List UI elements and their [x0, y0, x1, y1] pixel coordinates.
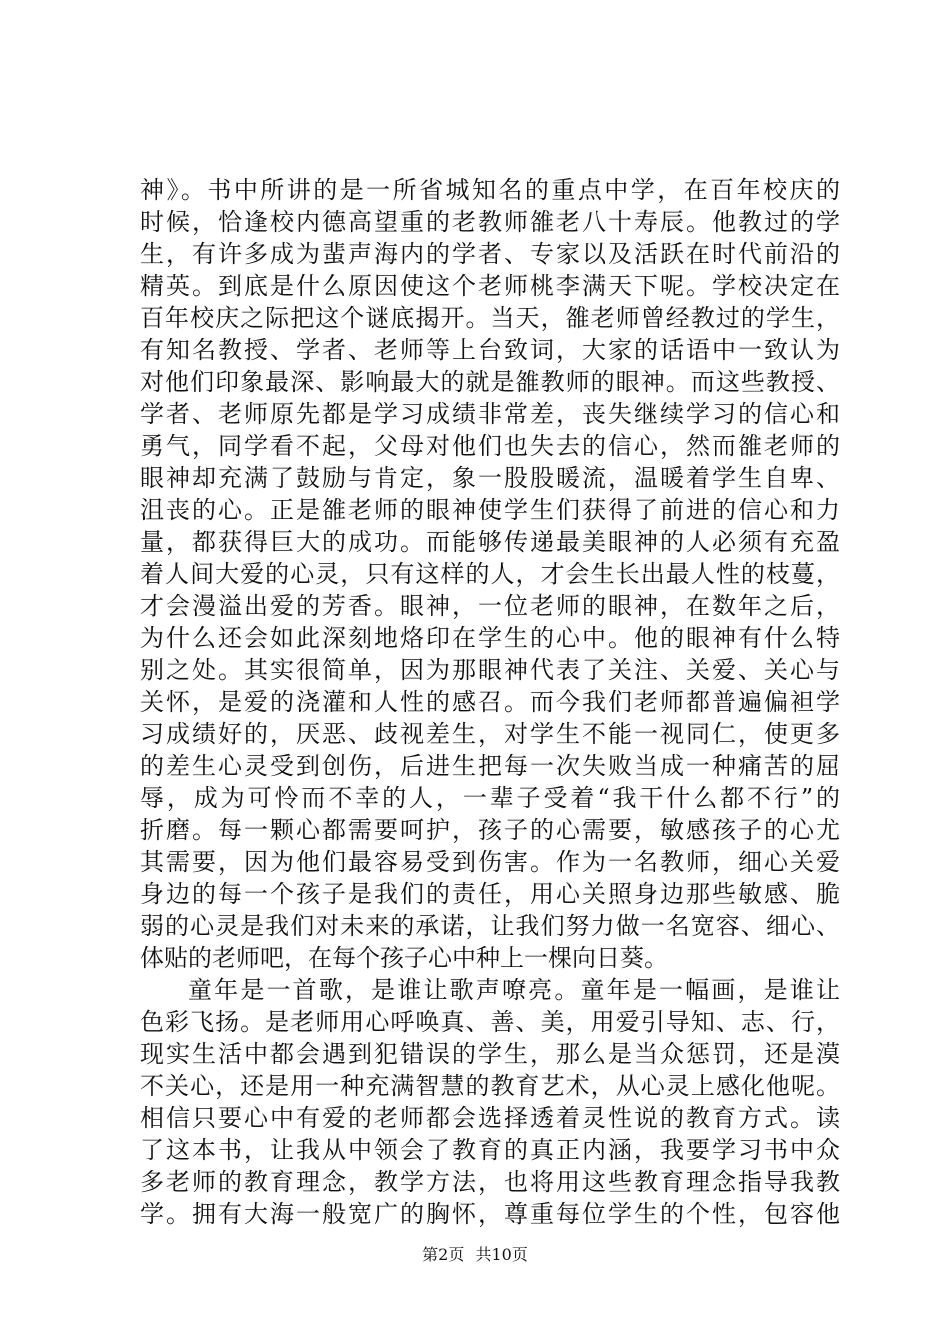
- text-line: 为什么还会如此深刻地烙印在学生的心中。他的眼神有什么特: [140, 624, 840, 652]
- text-line: 有知名教授、学者、老师等上台致词，大家的话语中一致认为: [140, 336, 840, 364]
- text-line: 其需要，因为他们最容易受到伤害。作为一名教师，细心关爱: [140, 848, 840, 876]
- text-line: 量，都获得巨大的成功。而能够传递最美眼神的人必须有充盈: [140, 528, 840, 556]
- text-line: 对他们印象最深、影响最大的就是雒教师的眼神。而这些教授、: [140, 368, 840, 396]
- text-line: 沮丧的心。正是雒老师的眼神使学生们获得了前进的信心和力: [140, 496, 840, 524]
- text-line: 勇气，同学看不起，父母对他们也失去的信心，然而雒老师的: [140, 432, 840, 460]
- body-text: [140, 174, 840, 1230]
- text-line: 辱，成为可怜而不幸的人，一辈子受着“我干什么都不行”的: [140, 784, 840, 812]
- text-line: 学。拥有大海一般宽广的胸怀，尊重每位学生的个性，包容他: [140, 1200, 840, 1228]
- paragraph-start-line: 童年是一首歌，是谁让歌声嘹亮。童年是一幅画，是谁让: [188, 976, 840, 1004]
- text-line: 着人间大爱的心灵，只有这样的人，才会生长出最人性的枝蔓，: [140, 560, 840, 588]
- text-line: 百年校庆之际把这个谜底揭开。当天，雒老师曾经教过的学生，: [140, 304, 840, 332]
- text-line: 别之处。其实很简单，因为那眼神代表了关注、关爱、关心与: [140, 656, 840, 684]
- text-line: 相信只要心中有爱的老师都会选择透着灵性说的教育方式。读: [140, 1104, 840, 1132]
- text-line: 生，有许多成为蜚声海内的学者、专家以及活跃在时代前沿的: [140, 240, 840, 268]
- text-line: 精英。到底是什么原因使这个老师桃李满天下呢。学校决定在: [140, 272, 840, 300]
- text-line: 多老师的教育理念，教学方法，也将用这些教育理念指导我教: [140, 1168, 840, 1196]
- paragraph-end-line: 体贴的老师吧，在每个孩子心中种上一棵向日葵。: [140, 944, 668, 972]
- text-line: 时候，恰逢校内德高望重的老教师雒老八十寿辰。他教过的学: [140, 208, 840, 236]
- text-line: 才会漫溢出爱的芳香。眼神，一位老师的眼神，在数年之后，: [140, 592, 840, 620]
- text-line: 眼神却充满了鼓励与肯定，象一股股暖流，温暖着学生自卑、: [140, 464, 840, 492]
- text-line: 弱的心灵是我们对未来的承诺，让我们努力做一名宽容、细心、: [140, 912, 840, 940]
- page-total: 共10页: [475, 1245, 528, 1264]
- text-line: 不关心，还是用一种充满智慧的教育艺术，从心灵上感化他呢。: [140, 1072, 840, 1100]
- text-line: 了这本书，让我从中领会了教育的真正内涵，我要学习书中众: [140, 1136, 840, 1164]
- page-footer: [0, 1245, 950, 1265]
- text-line: 现实生活中都会遇到犯错误的学生，那么是当众惩罚，还是漠: [140, 1040, 840, 1068]
- page-number: 第2页: [422, 1245, 465, 1264]
- text-line: 折磨。每一颗心都需要呵护，孩子的心需要，敏感孩子的心尤: [140, 816, 840, 844]
- text-line: 习成绩好的，厌恶、歧视差生，对学生不能一视同仁，使更多: [140, 720, 840, 748]
- text-line: 神》。书中所讲的是一所省城知名的重点中学，在百年校庆的: [140, 176, 840, 204]
- text-line: 关怀，是爱的浇灌和人性的感召。而今我们老师都普遍偏袒学: [140, 688, 840, 716]
- text-line: 学者、老师原先都是学习成绩非常差，丧失继续学习的信心和: [140, 400, 840, 428]
- text-line: 的差生心灵受到创伤，后进生把每一次失败当成一种痛苦的屈: [140, 752, 840, 780]
- text-line: 色彩飞扬。是老师用心呼唤真、善、美，用爱引导知、志、行，: [140, 1008, 840, 1036]
- text-line: 身边的每一个孩子是我们的责任，用心关照身边那些敏感、脆: [140, 880, 840, 908]
